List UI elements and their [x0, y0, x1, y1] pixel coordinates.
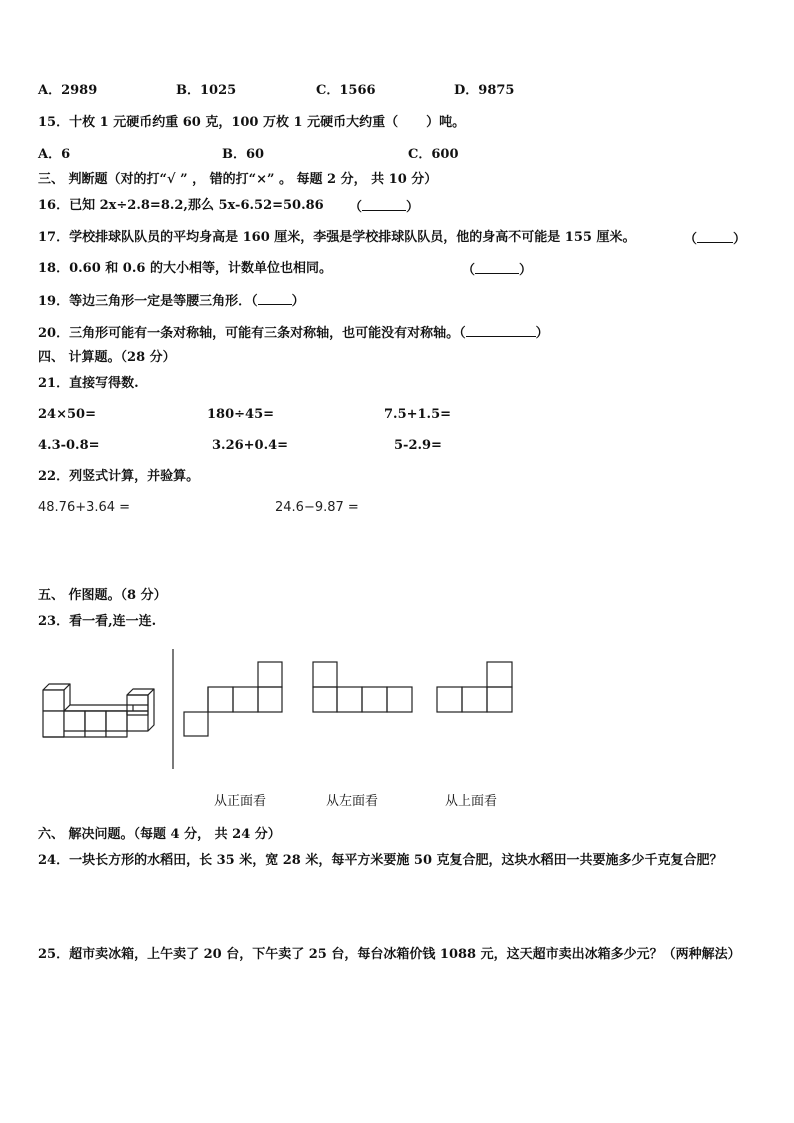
q18-answer[interactable]: （ ） — [462, 263, 533, 278]
q15-text-before: 15．十枚 1 元硬币约重 60 克，100 万枚 1 元硬币大约重（ — [38, 115, 399, 130]
q17-answer-blank[interactable] — [697, 230, 733, 243]
q23-divider-line — [171, 649, 175, 771]
q23-label-front: 从正面看 — [214, 794, 267, 809]
q23-3d-block-figure — [40, 684, 170, 754]
section4-title: 四、 计算题。（28 分） — [38, 350, 176, 365]
q17-answer[interactable]: （ ） — [684, 232, 747, 247]
q14-option-d: D．9875 — [454, 83, 515, 98]
q17-text: 17．学校排球队队员的平均身高是 160 厘米，李强是学校排球队队员，他的身高不可能是 155 厘米。 — [38, 230, 636, 245]
q18-answer-blank[interactable] — [475, 261, 519, 274]
q15-option-b: B．60 — [222, 147, 265, 162]
q21-item: 3.26+0.4= — [212, 438, 289, 453]
q22-item: 24.6−9.87 = — [275, 500, 359, 515]
q23-view-a[interactable] — [182, 660, 282, 740]
section3-title: 三、 判断题（对的打“√ ” ， 错的打“×” 。 每题 2 分， 共 10 分） — [38, 172, 438, 187]
q23-view-c[interactable] — [435, 660, 515, 716]
q16-answer[interactable]: （ ） — [349, 200, 420, 215]
q20-answer-blank[interactable] — [466, 324, 536, 337]
q21-title: 21．直接写得数. — [38, 376, 139, 391]
q14-option-a: A．2989 — [38, 83, 98, 98]
q15-text-after: ）吨。 — [426, 115, 466, 130]
q25-text: 25．超市卖冰箱，上午卖了 20 台，下午卖了 25 台，每台冰箱价钱 1088 元，这天超市卖出冰箱多少元？（两种解法） — [38, 947, 741, 962]
q21-item: 180÷45= — [207, 407, 275, 422]
q15-option-c: C．600 — [408, 147, 459, 162]
q21-item: 4.3-0.8= — [38, 438, 100, 453]
section6-title: 六、 解决问题。（每题 4 分， 共 24 分） — [38, 827, 281, 842]
q21-item: 5-2.9= — [394, 438, 442, 453]
q21-item: 24×50= — [38, 407, 96, 422]
q15-question — [38, 115, 465, 131]
q24-text: 24．一块长方形的水稻田，长 35 米，宽 28 米，每平方米要施 50 克复合肥，这块水稻田一共要施多少千克复合肥？ — [38, 853, 723, 868]
cube-face — [43, 690, 64, 711]
q21-item: 7.5+1.5= — [384, 407, 452, 422]
q18-text: 18．0.60 和 0.6 的大小相等，计数单位也相同。 — [38, 261, 332, 276]
q23-title: 23．看一看,连一连. — [38, 614, 157, 629]
q20-question: 20．三角形可能有一条对称轴，可能有三条对称轴，也可能没有对称轴。（ ） — [38, 326, 549, 341]
q22-title: 22．列竖式计算，并验算。 — [38, 469, 200, 484]
q16-text: 16．已知 2x÷2.8=8.2,那么 5x-6.52=50.86 — [38, 198, 324, 213]
q19-answer-blank[interactable] — [258, 292, 292, 305]
section5-title: 五、 作图题。（8 分） — [38, 588, 167, 603]
q22-item: 48.76+3.64 = — [38, 500, 131, 515]
q19-question: 19．等边三角形一定是等腰三角形．（ ） — [38, 294, 305, 309]
q14-option-b: B．1025 — [176, 83, 237, 98]
q23-label-left: 从左面看 — [326, 794, 379, 809]
q16-answer-blank[interactable] — [362, 198, 406, 211]
q23-label-top: 从上面看 — [445, 794, 498, 809]
q14-option-c: C．1566 — [316, 83, 376, 98]
q15-option-a: A．6 — [38, 147, 71, 162]
q23-view-b[interactable] — [312, 660, 416, 716]
